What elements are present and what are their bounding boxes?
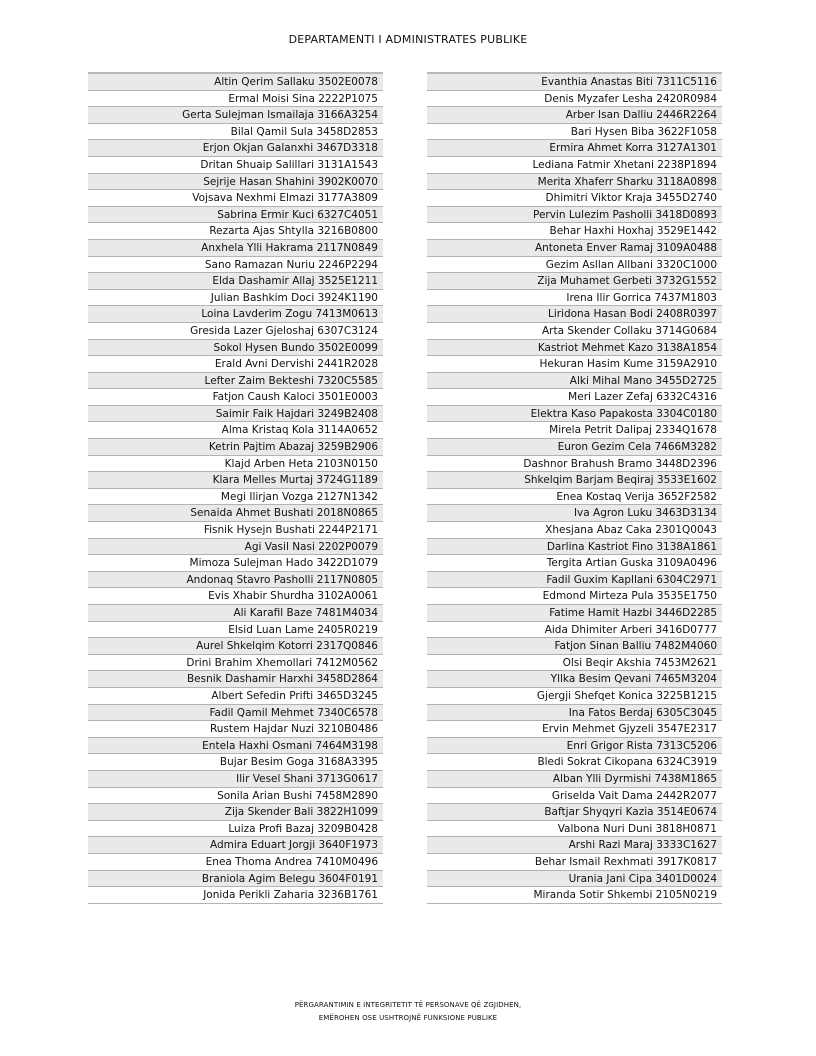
- list-item: Darlina Kastriot Fino 3138A1861: [427, 539, 722, 556]
- list-item: Alban Ylli Dyrmishi 7438M1865: [427, 771, 722, 788]
- list-item: Behar Ismail Rexhmati 3917K0817: [427, 854, 722, 871]
- list-item: Bujar Besim Goga 3168A3395: [88, 754, 383, 771]
- list-item: Gezim Asllan Allbani 3320C1000: [427, 257, 722, 274]
- list-item: Sokol Hysen Bundo 3502E0099: [88, 340, 383, 357]
- list-item: Lediana Fatmir Xhetani 2238P1894: [427, 157, 722, 174]
- list-item: Liridona Hasan Bodi 2408R0397: [427, 306, 722, 323]
- list-item: Ilir Vesel Shani 3713G0617: [88, 771, 383, 788]
- list-item: Euron Gezim Cela 7466M3282: [427, 439, 722, 456]
- footer-line-2: EMËROHEN OSE USHTROJNË FUNKSIONE PUBLIKE: [318, 1013, 498, 1022]
- list-item: Evis Xhabir Shurdha 3102A0061: [88, 588, 383, 605]
- list-item: Gresida Lazer Gjeloshaj 6307C3124: [88, 323, 383, 340]
- list-item: Urania Jani Cipa 3401D0024: [427, 871, 722, 888]
- list-item: Sabrina Ermir Kuci 6327C4051: [88, 207, 383, 224]
- list-item: Aurel Shkelqim Kotorri 2317Q0846: [88, 638, 383, 655]
- list-item: Altin Qerim Sallaku 3502E0078: [88, 74, 383, 91]
- list-item: Bari Hysen Biba 3622F1058: [427, 124, 722, 141]
- list-item: Braniola Agim Belegu 3604F0191: [88, 871, 383, 888]
- list-item: Enea Thoma Andrea 7410M0496: [88, 854, 383, 871]
- list-item: Loina Lavderim Zogu 7413M0613: [88, 306, 383, 323]
- list-item: Enea Kostaq Verija 3652F2582: [427, 489, 722, 506]
- list-item: Drini Brahim Xhemollari 7412M0562: [88, 655, 383, 672]
- page-footer: [0, 999, 816, 1024]
- list-item: Edmond Mirteza Pula 3535E1750: [427, 588, 722, 605]
- list-item: Megi Ilirjan Vozga 2127N1342: [88, 489, 383, 506]
- list-item: Entela Haxhi Osmani 7464M3198: [88, 738, 383, 755]
- list-item: Julian Bashkim Doci 3924K1190: [88, 290, 383, 307]
- list-item: Xhesjana Abaz Caka 2301Q0043: [427, 522, 722, 539]
- list-item: Hekuran Hasim Kume 3159A2910: [427, 356, 722, 373]
- list-item: Baftjar Shyqyri Kazia 3514E0674: [427, 804, 722, 821]
- list-item: Enri Grigor Rista 7313C5206: [427, 738, 722, 755]
- list-item: Griselda Vait Dama 2442R2077: [427, 788, 722, 805]
- list-item: Olsi Beqir Akshia 7453M2621: [427, 655, 722, 672]
- list-item: Gerta Sulejman Ismailaja 3166A3254: [88, 107, 383, 124]
- page-title: DEPARTAMENTI I ADMINISTRATES PUBLIKE: [288, 33, 528, 46]
- list-item: Mimoza Sulejman Hado 3422D1079: [88, 555, 383, 572]
- list-item: Dashnor Brahush Bramo 3448D2396: [427, 456, 722, 473]
- list-item: Alki Mihal Mano 3455D2725: [427, 373, 722, 390]
- list-item: Fatime Hamit Hazbi 3446D2285: [427, 605, 722, 622]
- list-item: Arber Isan Dalliu 2446R2264: [427, 107, 722, 124]
- list-item: Merita Xhaferr Sharku 3118A0898: [427, 174, 722, 191]
- list-item: Fatjon Caush Kaloci 3501E0003: [88, 389, 383, 406]
- list-item: Sejrije Hasan Shahini 3902K0070: [88, 174, 383, 191]
- list-item: Tergita Artian Guska 3109A0496: [427, 555, 722, 572]
- list-item: Ali Karafil Baze 7481M4034: [88, 605, 383, 622]
- list-item: Sano Ramazan Nuriu 2246P2294: [88, 257, 383, 274]
- left-name-list: [88, 72, 383, 904]
- list-item: Albert Sefedin Prifti 3465D3245: [88, 688, 383, 705]
- list-item: Elda Dashamir Allaj 3525E1211: [88, 273, 383, 290]
- list-item: Besnik Dashamir Harxhi 3458D2864: [88, 671, 383, 688]
- list-item: Zija Muhamet Gerbeti 3732G1552: [427, 273, 722, 290]
- list-item: Alma Kristaq Kola 3114A0652: [88, 422, 383, 439]
- list-item: Luiza Profi Bazaj 3209B0428: [88, 821, 383, 838]
- list-item: Ermal Moisi Sina 2222P1075: [88, 91, 383, 108]
- list-item: Erjon Okjan Galanxhi 3467D3318: [88, 140, 383, 157]
- list-item: Yllka Besim Qevani 7465M3204: [427, 671, 722, 688]
- list-item: Agi Vasil Nasi 2202P0079: [88, 539, 383, 556]
- list-item: Pervin Lulezim Pasholli 3418D0893: [427, 207, 722, 224]
- list-item: Admira Eduart Jorgji 3640F1973: [88, 837, 383, 854]
- list-item: Bledi Sokrat Cikopana 6324C3919: [427, 754, 722, 771]
- list-item: Fisnik Hysejn Bushati 2244P2171: [88, 522, 383, 539]
- list-item: Fatjon Sinan Balliu 7482M4060: [427, 638, 722, 655]
- list-item: Rustem Hajdar Nuzi 3210B0486: [88, 721, 383, 738]
- list-item: Iva Agron Luku 3463D3134: [427, 505, 722, 522]
- list-item: Jonida Perikli Zaharia 3236B1761: [88, 887, 383, 904]
- list-item: Saimir Faik Hajdari 3249B2408: [88, 406, 383, 423]
- list-item: Kastriot Mehmet Kazo 3138A1854: [427, 340, 722, 357]
- list-item: Antoneta Enver Ramaj 3109A0488: [427, 240, 722, 257]
- list-item: Andonaq Stavro Pasholli 2117N0805: [88, 572, 383, 589]
- list-item: Ermira Ahmet Korra 3127A1301: [427, 140, 722, 157]
- list-item: Arta Skender Collaku 3714G0684: [427, 323, 722, 340]
- list-item: Fadil Guxim Kapllani 6304C2971: [427, 572, 722, 589]
- list-item: Sonila Arian Bushi 7458M2890: [88, 788, 383, 805]
- footer-line-1: PËRGARANTIMIN E INTEGRITETIT TË PERSONAVE QË ZGJIDHEN,: [294, 1001, 522, 1009]
- list-item: Ketrin Pajtim Abazaj 3259B2906: [88, 439, 383, 456]
- list-item: Rezarta Ajas Shtylla 3216B0800: [88, 223, 383, 240]
- list-item: Evanthia Anastas Biti 7311C5116: [427, 74, 722, 91]
- list-item: Lefter Zaim Bekteshi 7320C5585: [88, 373, 383, 390]
- list-item: Vojsava Nexhmi Elmazi 3177A3809: [88, 190, 383, 207]
- list-item: Ina Fatos Berdaj 6305C3045: [427, 705, 722, 722]
- list-item: Mirela Petrit Dalipaj 2334Q1678: [427, 422, 722, 439]
- list-item: Zija Skender Bali 3822H1099: [88, 804, 383, 821]
- right-name-list: [427, 72, 722, 904]
- list-item: Ervin Mehmet Gjyzeli 3547E2317: [427, 721, 722, 738]
- list-item: Meri Lazer Zefaj 6332C4316: [427, 389, 722, 406]
- list-item: Klajd Arben Heta 2103N0150: [88, 456, 383, 473]
- list-item: Elsid Luan Lame 2405R0219: [88, 622, 383, 639]
- list-item: Klara Melles Murtaj 3724G1189: [88, 472, 383, 489]
- list-item: Dhimitri Viktor Kraja 3455D2740: [427, 190, 722, 207]
- list-item: Miranda Sotir Shkembi 2105N0219: [427, 887, 722, 904]
- list-item: Gjergji Shefqet Konica 3225B1215: [427, 688, 722, 705]
- list-item: Valbona Nuri Duni 3818H0871: [427, 821, 722, 838]
- list-item: Behar Haxhi Hoxhaj 3529E1442: [427, 223, 722, 240]
- list-item: Fadil Qamil Mehmet 7340C6578: [88, 705, 383, 722]
- list-item: Denis Myzafer Lesha 2420R0984: [427, 91, 722, 108]
- list-item: Elektra Kaso Papakosta 3304C0180: [427, 406, 722, 423]
- list-item: Irena Ilir Gorrica 7437M1803: [427, 290, 722, 307]
- list-item: Shkelqim Barjam Beqiraj 3533E1602: [427, 472, 722, 489]
- list-item: Anxhela Ylli Hakrama 2117N0849: [88, 240, 383, 257]
- list-item: Erald Avni Dervishi 2441R2028: [88, 356, 383, 373]
- list-item: Aida Dhimiter Arberi 3416D0777: [427, 622, 722, 639]
- list-item: Senaida Ahmet Bushati 2018N0865: [88, 505, 383, 522]
- list-item: Dritan Shuaip Salillari 3131A1543: [88, 157, 383, 174]
- list-item: Bilal Qamil Sula 3458D2853: [88, 124, 383, 141]
- list-item: Arshi Razi Maraj 3333C1627: [427, 837, 722, 854]
